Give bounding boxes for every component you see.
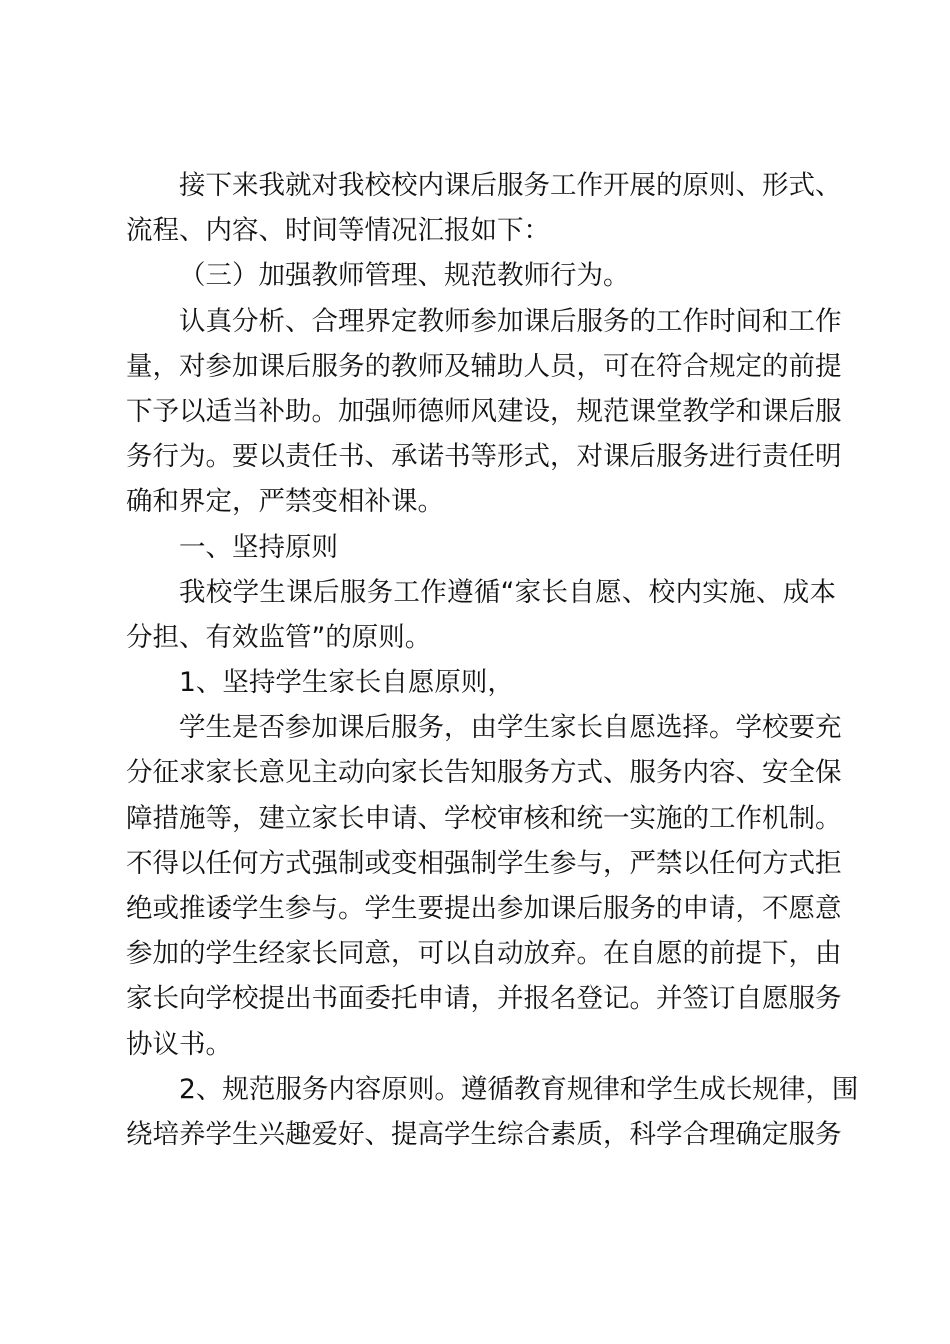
- paragraph-line: 确和界定，严禁变相补课。: [126, 486, 444, 518]
- paragraph-line: 分征求家长意见主动向家长告知服务方式、服务内容、安全保: [126, 757, 842, 789]
- paragraph-line: 流程、内容、时间等情况汇报如下：: [126, 215, 550, 247]
- section-heading: 一、坚持原则: [179, 531, 338, 563]
- paragraph-line: 量，对参加课后服务的教师及辅助人员，可在符合规定的前提: [126, 350, 842, 382]
- paragraph-line: 绕培养学生兴趣爱好、提高学生综合素质，科学合理确定服务: [126, 1118, 842, 1150]
- paragraph-line: 学生是否参加课后服务，由学生家长自愿选择。学校要充: [179, 712, 842, 744]
- paragraph-line: 务行为。要以责任书、承诺书等形式，对课后服务进行责任明: [126, 441, 842, 473]
- paragraph-line: 协议书。: [126, 1028, 232, 1060]
- paragraph-line: 绝或推诿学生参与。学生要提出参加课后服务的申请，不愿意: [126, 893, 842, 924]
- subsection-heading: 1、坚持学生家长自愿原则，: [179, 667, 514, 699]
- paragraph-line: 不得以任何方式强制或变相强制学生参与，严禁以任何方式拒: [126, 847, 842, 879]
- paragraph-line: 认真分析、合理界定教师参加课后服务的工作时间和工作: [179, 305, 842, 337]
- paragraph-line: 2、规范服务内容原则。遵循教育规律和学生成长规律，围: [179, 1073, 859, 1105]
- document-body: [126, 163, 859, 1157]
- paragraph-line: 我校学生课后服务工作遵循“家长自愿、校内实施、成本: [179, 576, 836, 608]
- paragraph-line: 下予以适当补助。加强师德师风建设，规范课堂教学和课后服: [126, 395, 842, 427]
- paragraph-line: 家长向学校提出书面委托申请，并报名登记。并签订自愿服务: [126, 983, 842, 1015]
- paragraph-line: 分担、有效监管”的原则。: [126, 621, 432, 653]
- paragraph-line: 接下来我就对我校校内课后服务工作开展的原则、形式、: [179, 170, 842, 201]
- paragraph-line: 参加的学生经家长同意，可以自动放弃。在自愿的前提下，由: [126, 938, 842, 970]
- section-heading: （三）加强教师管理、规范教师行为。: [179, 260, 630, 292]
- paragraph-line: 障措施等，建立家长申请、学校审核和统一实施的工作机制。: [126, 802, 842, 834]
